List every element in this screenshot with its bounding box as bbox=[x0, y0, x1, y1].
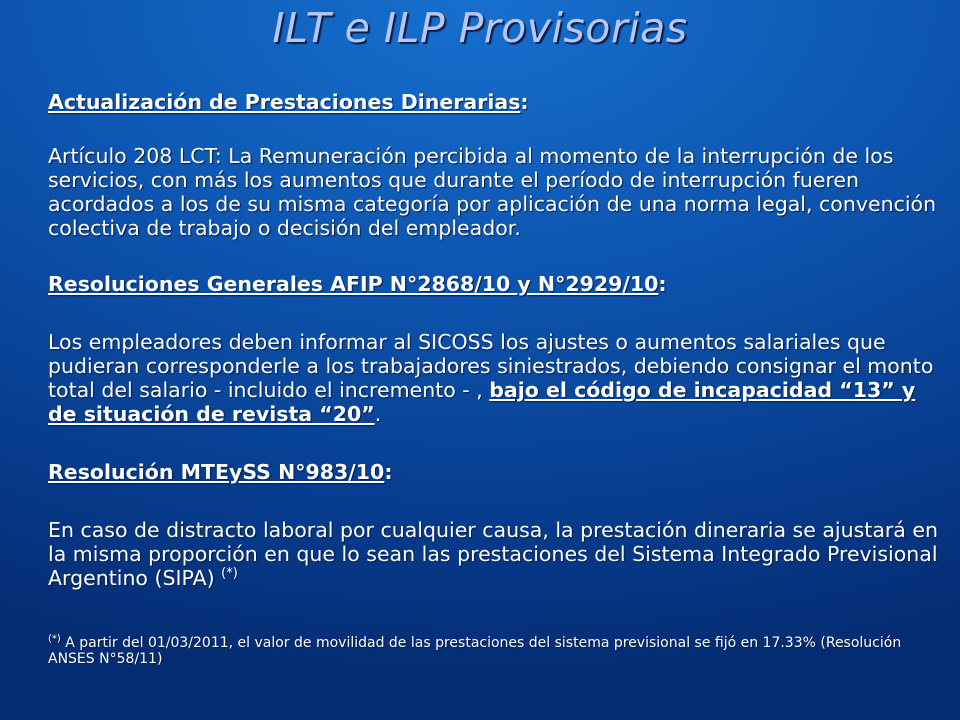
section-heading-mteyss bbox=[48, 460, 948, 484]
articulo-208-paragraph: Artículo 208 LCT: La Remuneración percibida al momento de la interrupción de los servicios, con más los aumentos que durante el período de interrupción fueren acordados a los de su misma categoría por aplicación de una norma legal, convención colectiva de trabajo o decisión del empleador. bbox=[48, 144, 937, 240]
footnote bbox=[48, 635, 948, 667]
sicoss-text: Los empleadores deben informar al SICOSS los ajustes o aumentos salariales que pudieran corresponderle a los trabajadores siniestrados, debiendo consignar el monto total del salario - incluido el incremento - , bbox=[48, 330, 934, 402]
sicoss-emphasis: bajo el código de incapacidad “13” y de situación de revista “20” bbox=[48, 378, 916, 426]
heading-colon: : bbox=[520, 90, 529, 114]
footnote-reference: (*) bbox=[221, 566, 238, 582]
distracto-text: En caso de distracto laboral por cualquier causa, la prestación dineraria se ajustará en la misma proporción en que lo sean las prestaciones del Sistema Integrado Previsional Argentino (SIPA) bbox=[48, 518, 938, 590]
section-heading-text: Resoluciones Generales AFIP N°2868/10 y N°2929/10 bbox=[48, 272, 659, 296]
slide-content bbox=[48, 90, 948, 667]
section-heading-actualizacion bbox=[48, 90, 948, 114]
section-heading-text: Actualización de Prestaciones Dinerarias bbox=[48, 90, 521, 114]
heading-colon: : bbox=[658, 272, 667, 296]
slide-title: ILT e ILP Provisorias bbox=[272, 4, 688, 52]
footnote-text: A partir del 01/03/2011, el valor de movilidad de las prestaciones del sistema previsional se fijó en 17.33% (Resolución ANSES N°58/11) bbox=[48, 635, 902, 667]
sicoss-period: . bbox=[374, 402, 382, 426]
heading-colon: : bbox=[384, 460, 393, 484]
section-heading-text: Resolución MTEySS N°983/10 bbox=[48, 460, 385, 484]
section-heading-afip bbox=[48, 272, 948, 296]
sicoss-paragraph bbox=[48, 330, 948, 426]
footnote-marker: (*) bbox=[48, 633, 61, 645]
distracto-paragraph bbox=[48, 518, 948, 590]
